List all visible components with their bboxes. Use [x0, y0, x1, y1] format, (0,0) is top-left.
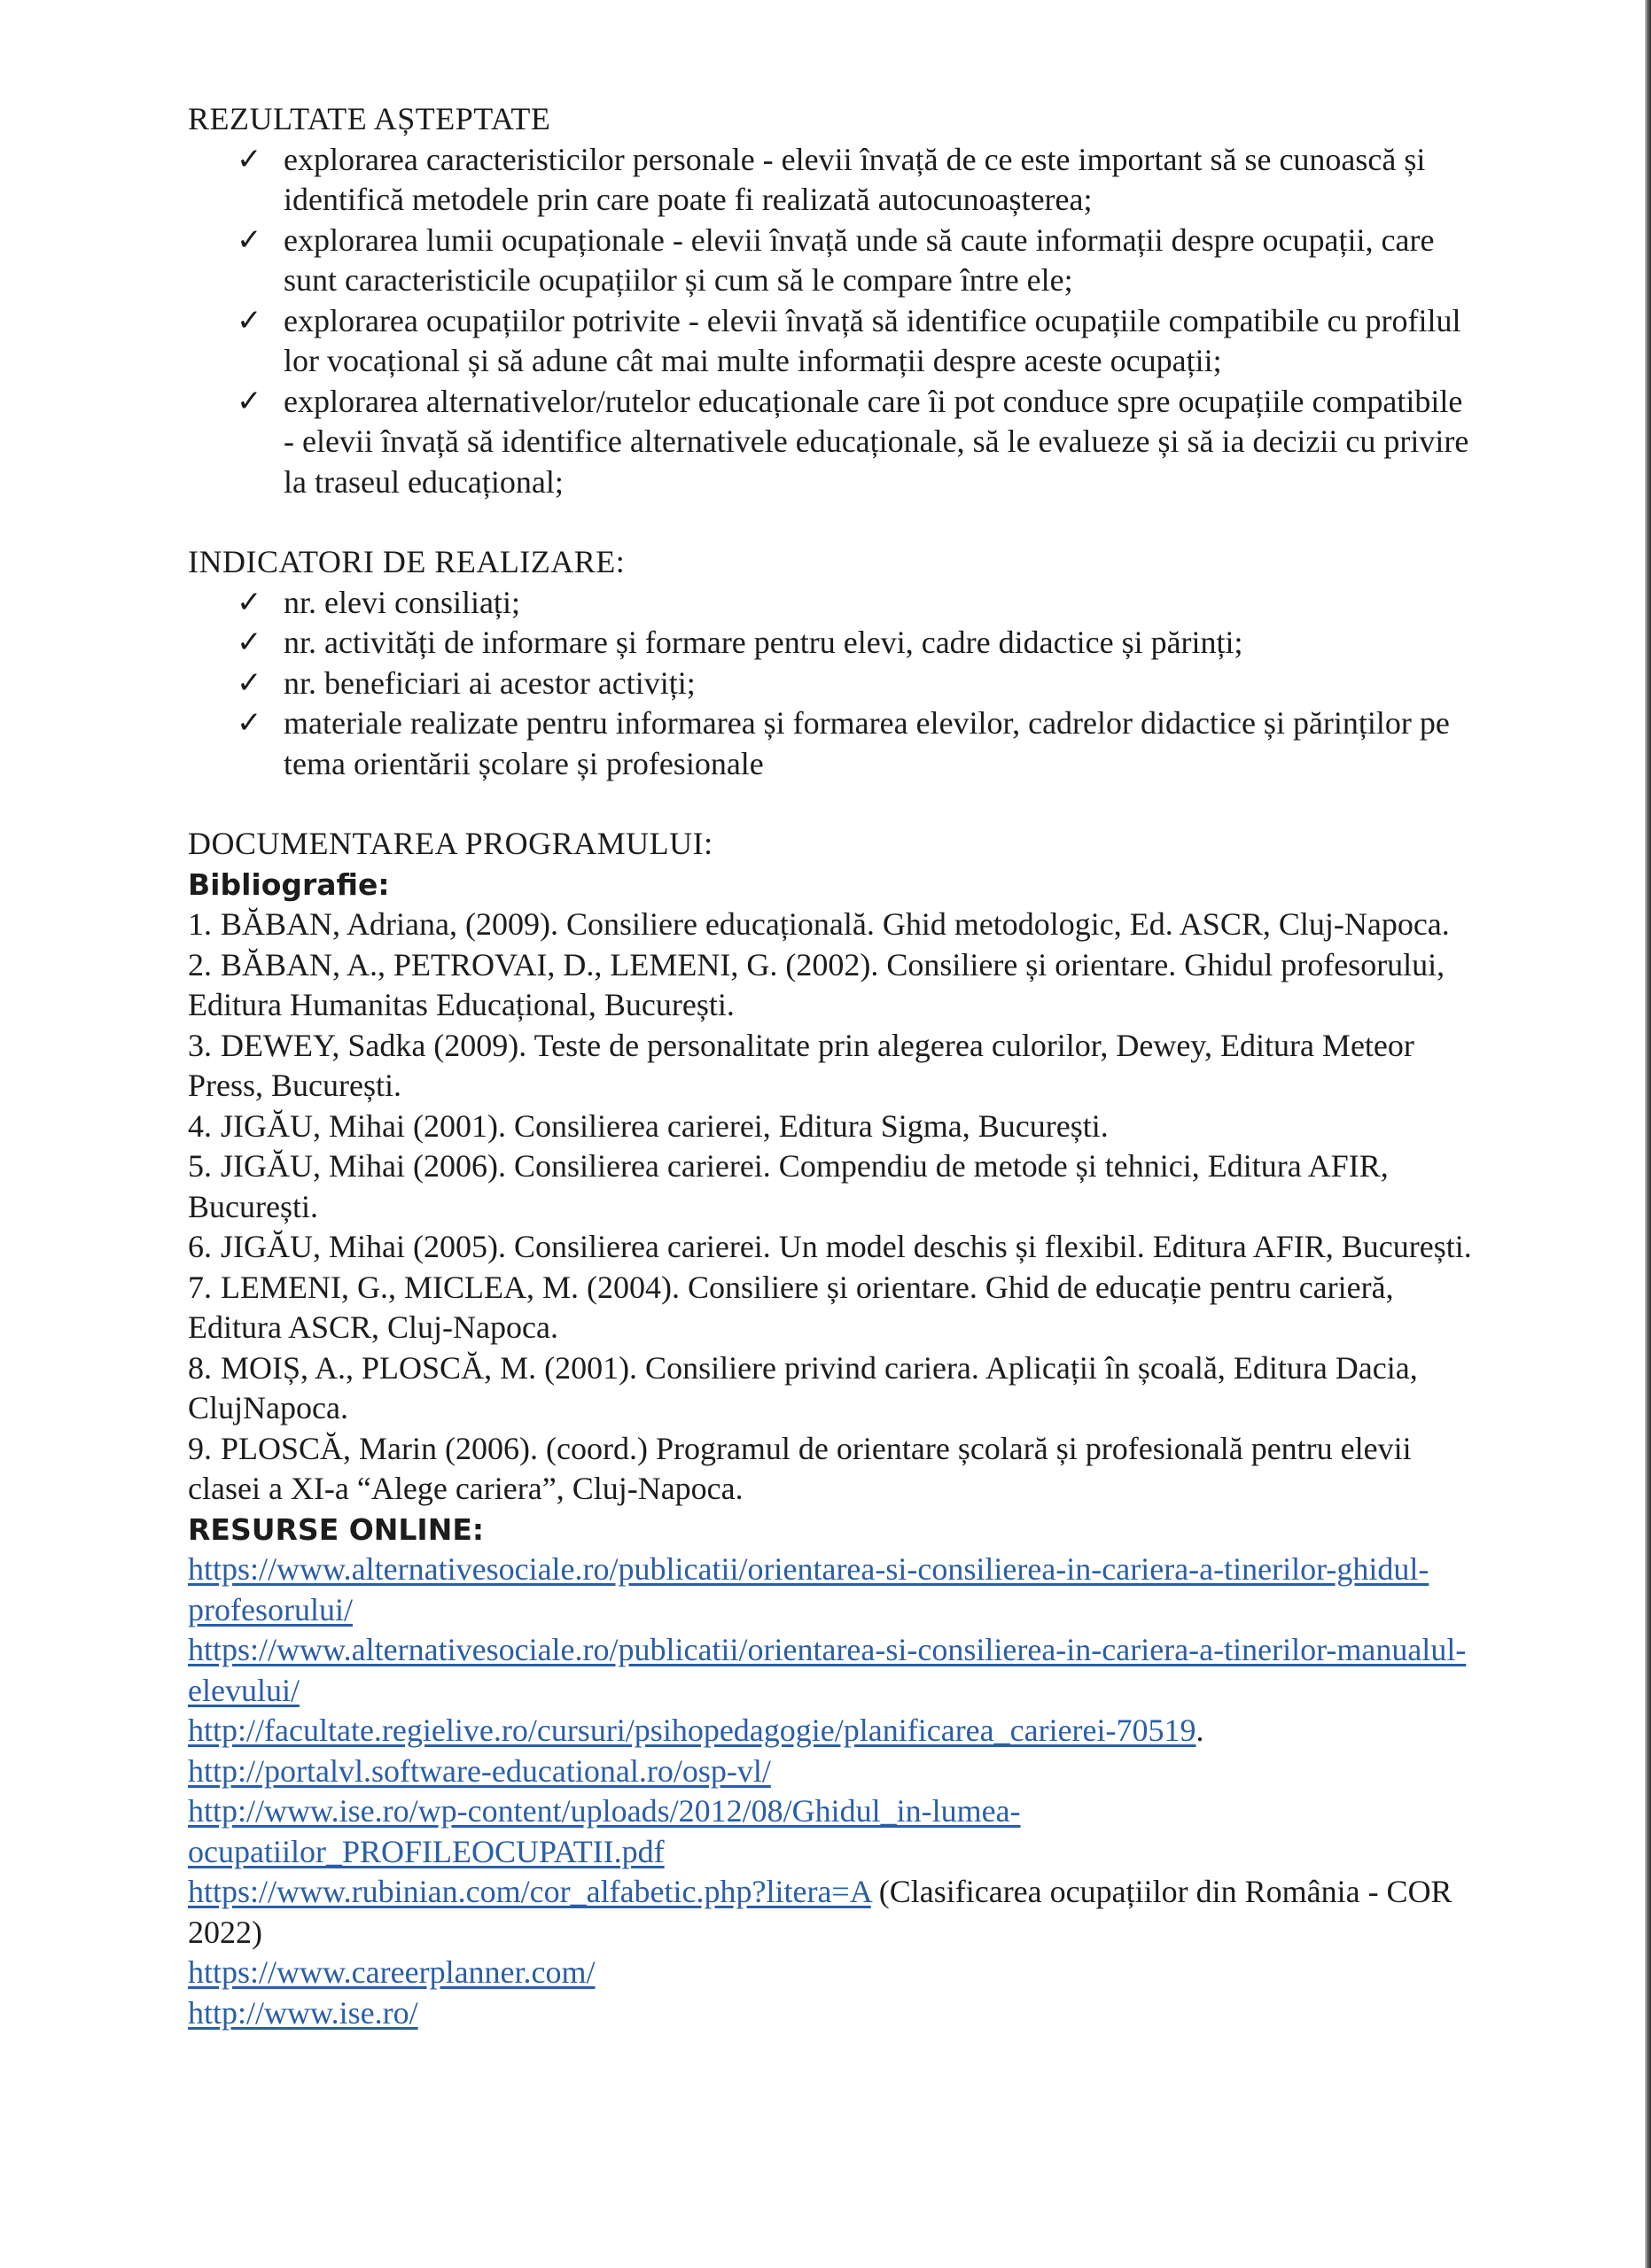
- resource-link[interactable]: https://www.careerplanner.com/: [188, 1954, 596, 1990]
- entry-number: 7.: [188, 1269, 212, 1305]
- indicators-list: [188, 583, 1473, 785]
- bibliography-entry: [188, 1227, 1473, 1268]
- scan-edge: [1645, 0, 1651, 2268]
- bibliography-entry: [188, 945, 1473, 1026]
- resource-link[interactable]: http://facultate.regielive.ro/cursuri/psihopedagogie/planificarea_carierei-70519: [188, 1713, 1196, 1748]
- entry-number: 8.: [188, 1349, 212, 1386]
- entry-text: DEWEY, Sadka (2009). Teste de personalitate prin alegerea culorilor, Dewey, Editura Meteor Press, București.: [188, 1027, 1414, 1103]
- list-item-text: materiale realizate pentru informarea și formarea elevilor, cadrelor didactice și părinților pe tema orientării școlare și profesionale: [284, 705, 1450, 781]
- resource-link[interactable]: https://www.alternativesociale.ro/publicatii/orientarea-si-consilierea-in-cariera-a-tinerilor-ghidul-profesorului/: [188, 1551, 1429, 1627]
- entry-text: BĂBAN, Adriana, (2009). Consiliere educațională. Ghid metodologic, Ed. ASCR, Cluj-Napoca.: [221, 906, 1450, 942]
- resource-link[interactable]: http://www.ise.ro/wp-content/uploads/2012/08/Ghidul_in-lumea-ocupatiilor_PROFILEOCUPATII.pdf: [188, 1793, 1021, 1869]
- online-resources-list: [188, 1550, 1473, 2033]
- list-item-text: nr. elevi consiliați;: [284, 584, 520, 620]
- resource-item: [188, 1630, 1473, 1711]
- entry-number: 4.: [188, 1107, 212, 1144]
- bibliography-entry: [188, 1348, 1473, 1429]
- entry-number: 3.: [188, 1027, 212, 1063]
- checkmark-icon: ✓: [237, 625, 262, 660]
- bibliography-entry: [188, 1107, 1473, 1147]
- resource-link[interactable]: http://www.ise.ro/: [188, 1994, 418, 2031]
- resource-item: [188, 1550, 1473, 1630]
- checkmark-icon: ✓: [237, 141, 262, 177]
- entry-number: 9.: [188, 1430, 212, 1466]
- bibliography-entry: [188, 1429, 1473, 1510]
- checkmark-icon: ✓: [237, 705, 262, 741]
- list-item-text: explorarea caracteristicilor personale - elevii învață de ce este important să se cunoască și identifică metodele prin care poate fi realizată autocunoașterea;: [284, 141, 1426, 217]
- entry-text: LEMENI, G., MICLEA, M. (2004). Consiliere și orientare. Ghid de educație pentru carieră, Editura ASCR, Cluj-Napoca.: [188, 1269, 1394, 1345]
- bibliography-heading: Bibliografie:: [188, 866, 390, 902]
- bibliography-entry: [188, 1026, 1473, 1107]
- resource-item: [188, 1872, 1473, 1953]
- entry-number: 5.: [188, 1148, 212, 1184]
- bibliography-entry: [188, 905, 1473, 945]
- expected-results-heading: REZULTATE AȘTEPTATE: [188, 101, 551, 136]
- list-item: [237, 221, 1473, 301]
- resource-item: [188, 1711, 1473, 1751]
- bibliography-list: [188, 905, 1473, 1510]
- checkmark-icon: ✓: [237, 221, 262, 258]
- resource-item: [188, 1791, 1473, 1872]
- bibliography-entry: [188, 1268, 1473, 1348]
- entry-number: 1.: [188, 906, 212, 942]
- list-item-text: explorarea alternativelor/rutelor educaționale care îi pot conduce spre ocupațiile compatibile - elevii învață să identifice alternativele educaționale, să le evalueze și să ia decizii cu privire la traseul educațional;: [284, 383, 1469, 500]
- list-item: [237, 664, 1473, 704]
- resource-note: .: [1195, 1713, 1204, 1748]
- resource-link[interactable]: https://www.alternativesociale.ro/publicatii/orientarea-si-consilierea-in-cariera-a-tinerilor-manualul-elevului/: [188, 1632, 1467, 1708]
- resource-item: [188, 1993, 1473, 2034]
- list-item: [237, 583, 1473, 624]
- indicators-heading: INDICATORI DE REALIZARE:: [188, 544, 626, 579]
- bibliography-entry: [188, 1146, 1473, 1227]
- resource-item: [188, 1751, 1473, 1792]
- checkmark-icon: ✓: [237, 302, 262, 338]
- documentation-heading: DOCUMENTAREA PROGRAMULUI:: [188, 826, 713, 861]
- entry-text: PLOSCĂ, Marin (2006). (coord.) Programul de orientare școlară și profesională pentru elevii clasei a XI-a “Alege cariera”, Cluj-Napoca.: [188, 1430, 1412, 1506]
- resource-link[interactable]: https://www.rubinian.com/cor_alfabetic.php?litera=A: [188, 1874, 871, 1909]
- list-item-text: nr. beneficiari ai acestor activiți;: [284, 664, 696, 701]
- entry-text: BĂBAN, A., PETROVAI, D., LEMENI, G. (2002). Consiliere și orientare. Ghidul profesorului, Editura Humanitas Educațional, București.: [188, 946, 1445, 1022]
- document-page: [188, 99, 1473, 2033]
- checkmark-icon: ✓: [237, 584, 262, 620]
- list-item: [237, 703, 1473, 784]
- resource-link[interactable]: http://portalvl.software-educational.ro/osp-vl/: [188, 1752, 771, 1789]
- entry-text: JIGĂU, Mihai (2006). Consilierea carierei. Compendiu de metode și tehnici, Editura AFIR, București.: [188, 1148, 1389, 1224]
- list-item-text: explorarea lumii ocupaționale - elevii învață unde să caute informații despre ocupații, care sunt caracteristicile ocupațiilor și cum să le compare între ele;: [284, 221, 1435, 298]
- online-resources-heading: RESURSE ONLINE:: [188, 1511, 485, 1547]
- entry-number: 2.: [188, 946, 212, 983]
- entry-number: 6.: [188, 1229, 212, 1264]
- list-item-text: nr. activități de informare și formare pentru elevi, cadre didactice și părinți;: [284, 625, 1243, 660]
- checkmark-icon: ✓: [237, 664, 262, 701]
- list-item: [237, 623, 1473, 664]
- entry-text: JIGĂU, Mihai (2005). Consilierea carierei. Un model deschis și flexibil. Editura AFIR, București.: [221, 1229, 1472, 1264]
- list-item: [237, 382, 1473, 503]
- resource-note: (Clasificarea ocupațiilor din România - COR 2022): [188, 1874, 1452, 1950]
- list-item: [237, 140, 1473, 221]
- entry-text: MOIȘ, A., PLOSCĂ, M. (2001). Consiliere privind cariera. Aplicații în școală, Editura Dacia, ClujNapoca.: [188, 1349, 1418, 1425]
- checkmark-icon: ✓: [237, 383, 262, 419]
- entry-text: JIGĂU, Mihai (2001). Consilierea carierei, Editura Sigma, București.: [221, 1107, 1109, 1144]
- expected-results-list: [188, 140, 1473, 503]
- resource-item: [188, 1953, 1473, 1993]
- list-item-text: explorarea ocupațiilor potrivite - elevii învață să identifice ocupațiile compatibile cu profilul lor vocațional și să adune cât mai multe informații despre aceste ocupații;: [284, 302, 1461, 378]
- list-item: [237, 301, 1473, 382]
